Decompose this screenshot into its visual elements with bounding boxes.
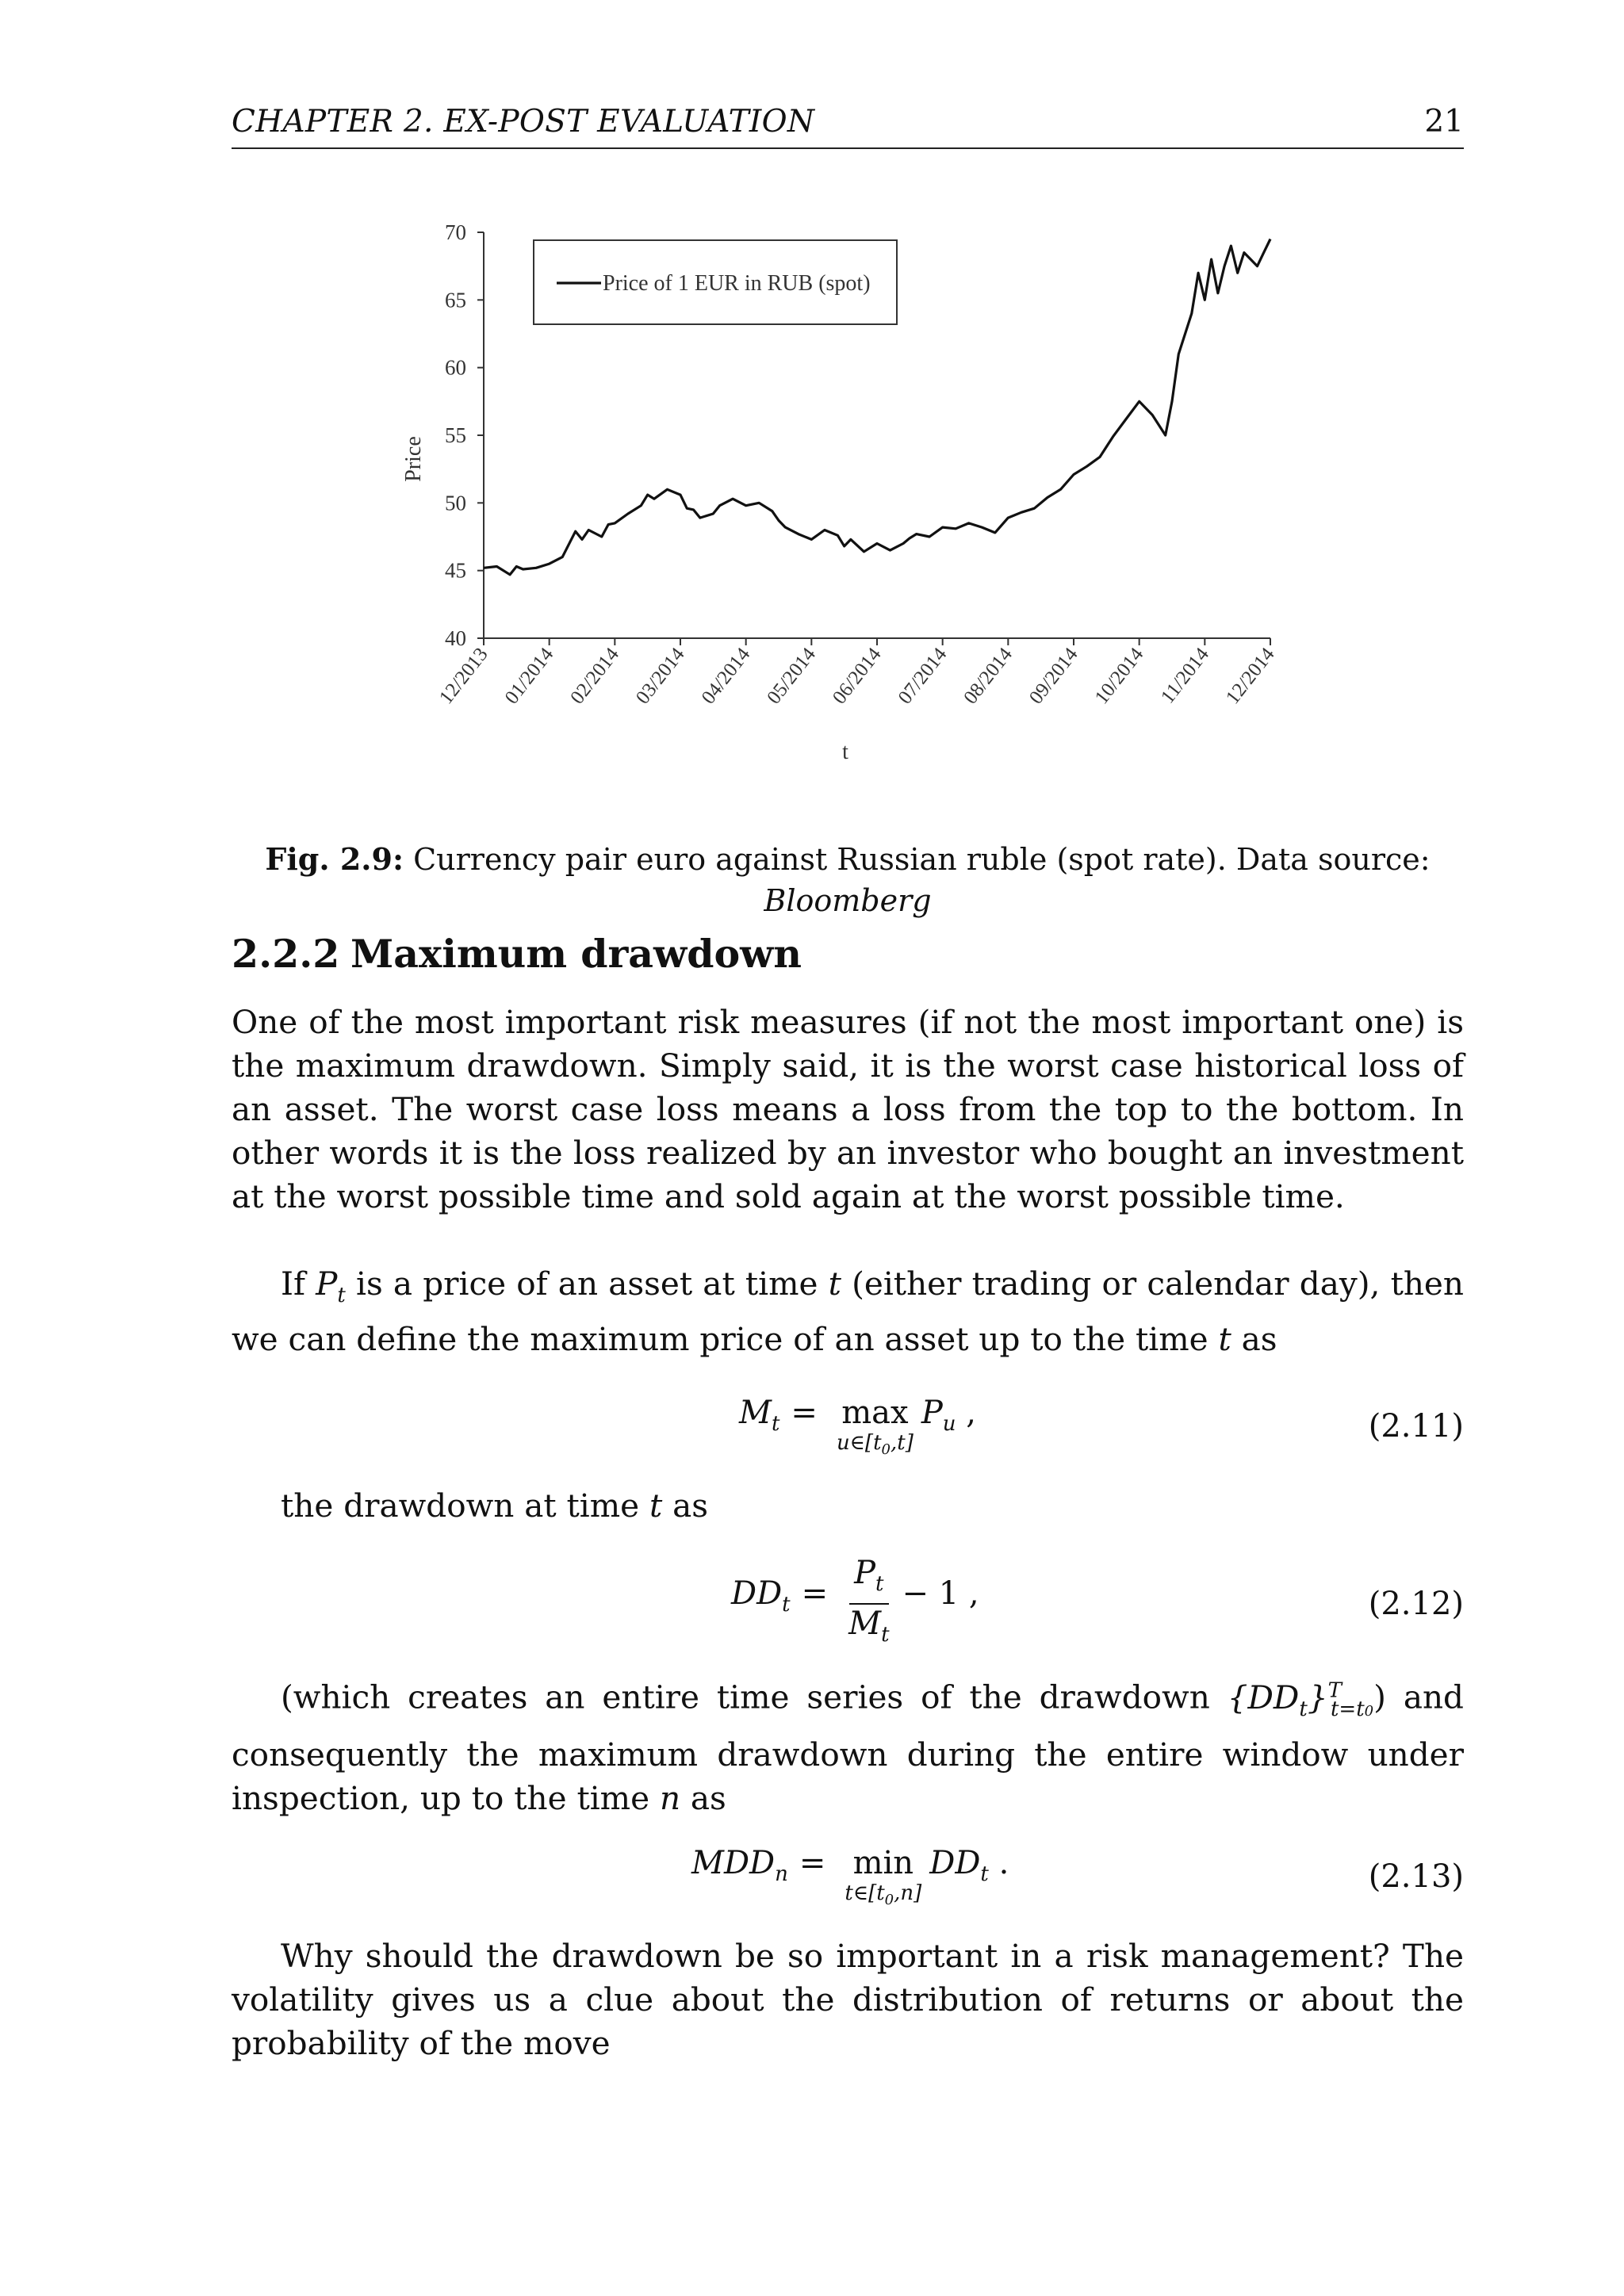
p4-text-a: (which creates an entire time series of the drawdown bbox=[281, 1678, 1228, 1716]
x-axis-label: t bbox=[842, 740, 848, 764]
y-tick-label: 50 bbox=[445, 491, 466, 515]
x-tick-label: 05/2014 bbox=[763, 644, 821, 709]
chart-layer bbox=[401, 220, 1279, 764]
p2-text-a: If bbox=[281, 1265, 316, 1303]
y-tick-label: 65 bbox=[445, 288, 466, 312]
paragraph-definition: If $P_t$ is a price of an asset at time t (either trading or calendar day), then we can define the maximum price of an asset up to the time t as bbox=[232, 1265, 1464, 1359]
x-tick-label: 10/2014 bbox=[1090, 644, 1148, 709]
p4-text-b: ) and consequently the maximum drawdown during the entire window under inspection, up to the time bbox=[232, 1678, 1464, 1817]
x-tick-label: 09/2014 bbox=[1025, 644, 1082, 709]
y-tick-label: 55 bbox=[445, 423, 466, 447]
x-tick-label: 12/2014 bbox=[1221, 644, 1279, 709]
caption-source: Bloomberg bbox=[764, 883, 932, 918]
y-tick-label: 60 bbox=[445, 355, 466, 380]
paragraph-time-series: (which creates an entire time series of the drawdown $\{DD_t\}^T_{t=t0}$) and consequently the maximum drawdown during the entire window under inspection, up to the time n as bbox=[232, 1678, 1464, 1817]
x-tick-label: 06/2014 bbox=[828, 644, 886, 709]
eur-rub-line-chart bbox=[381, 202, 1316, 789]
p2-text-c: (either trading or calendar day), then we can define the maximum price of an asset up to the time bbox=[232, 1265, 1464, 1359]
paragraph-intro: One of the most important risk measures (if not the most important one) is the maximum drawdown. Simply said, it is the worst case historical loss of an asset. The worst case loss means a loss from the top to the bottom. In other words it is the loss realized by an investor who bought an investment at the worst possible time and sold again at the worst possible time. bbox=[232, 1003, 1464, 1215]
y-axis-label: Price bbox=[401, 436, 426, 482]
x-tick-label: 02/2014 bbox=[566, 644, 624, 709]
x-tick-label: 01/2014 bbox=[500, 644, 558, 709]
page-header bbox=[232, 98, 1464, 149]
p4-text-c: as bbox=[680, 1778, 726, 1817]
equation-number-2-11: (2.11) bbox=[1368, 1408, 1464, 1445]
equation-2-13: $MDD_n$ = min $t\in[t_0,n]$ $DD_t$ . (2.13) bbox=[691, 1845, 1464, 1909]
figure-caption bbox=[232, 839, 1464, 921]
running-title: CHAPTER 2. EX-POST EVALUATION bbox=[232, 104, 815, 140]
legend-label: Price of 1 EUR in RUB (spot) bbox=[603, 271, 871, 296]
equation-number-2-13: (2.13) bbox=[1368, 1858, 1464, 1895]
y-tick-label: 40 bbox=[445, 626, 466, 650]
equation-2-12: $DD_t$ = $\frac{P_t}{M_t}$ − 1 , (2.12) bbox=[731, 1555, 1464, 1647]
section-number: 2.2.2 bbox=[232, 931, 340, 977]
section-heading bbox=[232, 926, 1464, 982]
x-tick-label: 04/2014 bbox=[697, 644, 755, 709]
x-tick-label: 08/2014 bbox=[959, 644, 1017, 709]
paragraph-why-drawdown: Why should the drawdown be so important in a risk management? The volatility gives us a clue about the distribution of returns or about the probability of the move bbox=[232, 1937, 1464, 2062]
p3-text-a: the drawdown at time bbox=[281, 1487, 649, 1525]
x-tick-label: 03/2014 bbox=[631, 644, 689, 709]
x-tick-label: 12/2013 bbox=[435, 644, 492, 709]
section-title: Maximum drawdown bbox=[350, 931, 802, 977]
paragraph-drawdown-intro: the drawdown at time t as bbox=[281, 1487, 709, 1525]
caption-text: Currency pair euro against Russian ruble (spot rate). Data source: bbox=[403, 842, 1431, 877]
equation-number-2-12: (2.12) bbox=[1368, 1586, 1464, 1622]
p3-text-b: as bbox=[662, 1487, 709, 1525]
equation-2-11: $M_t$ = max $u\in[t_0,t]$ $P_u$ , (2.11) bbox=[739, 1395, 1464, 1459]
x-tick-label: 07/2014 bbox=[894, 644, 952, 709]
caption-label: Fig. 2.9: bbox=[265, 841, 404, 877]
p2-text-d: as bbox=[1231, 1320, 1277, 1359]
x-tick-label: 11/2014 bbox=[1156, 644, 1214, 708]
y-tick-label: 70 bbox=[445, 220, 466, 244]
p2-text-b: is a price of an asset at time bbox=[345, 1265, 829, 1303]
y-tick-label: 45 bbox=[445, 558, 466, 583]
page-number: 21 bbox=[1424, 104, 1464, 140]
